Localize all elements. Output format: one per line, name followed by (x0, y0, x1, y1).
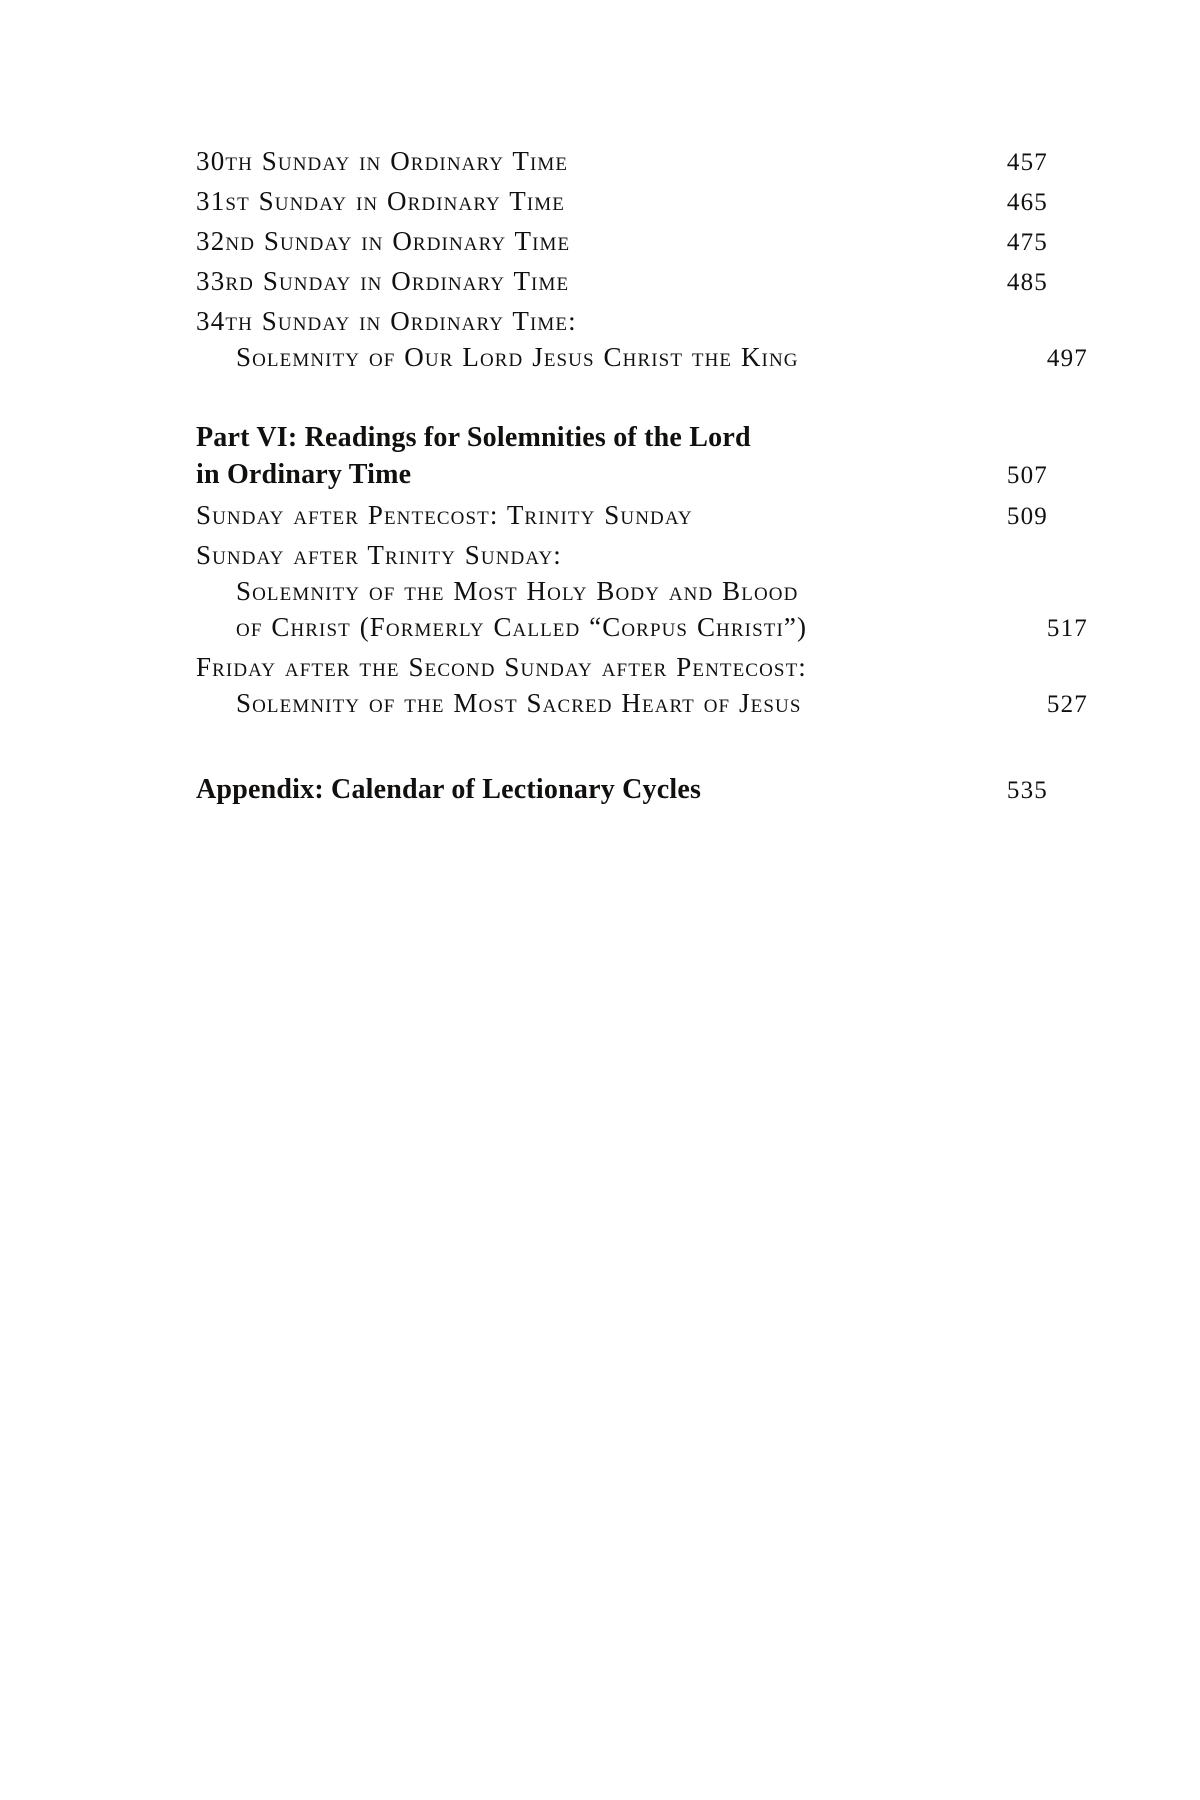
toc-entry-title (196, 148, 962, 175)
toc-entry-text: Sunday in Ordinary Time (255, 226, 571, 256)
toc-entry-text: Solemnity of the Most Sacred Heart of Jesus (236, 688, 802, 718)
toc-entry-text: Friday after the Second Sunday after Pentecost: (196, 652, 807, 682)
toc-entry-christ-the-king[interactable] (196, 344, 1088, 371)
toc-entry-text: Sunday in Ordinary Time (252, 146, 569, 176)
toc-entry-page-number: 485 (1006, 269, 1048, 296)
toc-entry-sunday-34[interactable] (196, 308, 1048, 335)
toc-entry-friday-after-second-sunday[interactable] (196, 654, 1048, 681)
toc-entry-number: 33 (196, 266, 226, 296)
toc-entry-sunday-33[interactable] (196, 268, 1048, 295)
toc-entry-page-number: 517 (1046, 615, 1088, 642)
toc-entry-page-number: 457 (1006, 149, 1048, 176)
toc-entry-text: Sunday in Ordinary Time: (252, 306, 577, 336)
appendix-page-number: 535 (1006, 777, 1048, 804)
toc-entry-sunday-32[interactable] (196, 228, 1048, 255)
toc-entry-page-number: 465 (1006, 189, 1048, 216)
toc-entry-corpus-christi-line-1[interactable] (196, 578, 1088, 605)
toc-entry-number: 34 (196, 306, 226, 336)
toc-entry-title (196, 308, 962, 335)
toc-entry-ordinal-suffix: nd (225, 226, 256, 256)
toc-entry-sunday-31[interactable] (196, 188, 1048, 215)
toc-entry-page-number: 497 (1046, 345, 1088, 372)
toc-entry-trinity-sunday[interactable] (196, 502, 1048, 529)
toc-entry-sunday-after-trinity[interactable] (196, 542, 1048, 569)
section-spacer (196, 384, 1048, 424)
toc-entry-number: 30 (196, 146, 226, 176)
toc-entry-sunday-30[interactable] (196, 148, 1048, 175)
part-six-page-number: 507 (1006, 462, 1048, 489)
toc-entry-text: Solemnity of the Most Holy Body and Blood (236, 576, 799, 606)
toc-entry-corpus-christi-line-2[interactable] (196, 614, 1088, 641)
toc-entry-page-number: 509 (1006, 503, 1048, 530)
toc-entry-number: 31 (196, 186, 226, 216)
toc-entry-number: 32 (196, 226, 226, 256)
toc-entry-text: Solemnity of Our Lord Jesus Christ the King (236, 342, 799, 372)
toc-entry-title (196, 188, 962, 215)
toc-entry-ordinal-suffix: th (225, 306, 253, 336)
toc-entry-page-number: 475 (1006, 229, 1048, 256)
toc-entry-title (196, 268, 962, 295)
part-six-title-continued: in Ordinary Time (196, 459, 412, 490)
toc-entry-ordinal-suffix: rd (225, 266, 255, 296)
section-spacer (196, 730, 1048, 776)
toc-entry-title (196, 228, 962, 255)
toc-entry-text: of Christ (Formerly Called “Corpus Christi”) (236, 612, 808, 642)
toc-entry-text: Sunday after Pentecost: Trinity Sunday (196, 500, 693, 530)
part-six-title: Part VI: Readings for Solemnities of the Lord (196, 422, 751, 453)
toc-entry-text: Sunday after Trinity Sunday: (196, 540, 562, 570)
appendix-title: Appendix: Calendar of Lectionary Cycles (196, 774, 702, 805)
toc-entry-text: Sunday in Ordinary Time (254, 266, 570, 296)
toc-entry-appendix[interactable] (196, 776, 1048, 804)
toc-entry-page-number: 527 (1046, 691, 1088, 718)
toc-entry-sacred-heart[interactable] (196, 690, 1088, 717)
toc-list (196, 146, 1088, 805)
toc-entry-text: Sunday in Ordinary Time (249, 186, 565, 216)
toc-entry-ordinal-suffix: st (225, 186, 250, 216)
part-six-heading-line-1 (196, 424, 1048, 452)
part-six-heading-line-2[interactable] (196, 461, 1048, 489)
toc-entry-ordinal-suffix: th (225, 146, 253, 176)
